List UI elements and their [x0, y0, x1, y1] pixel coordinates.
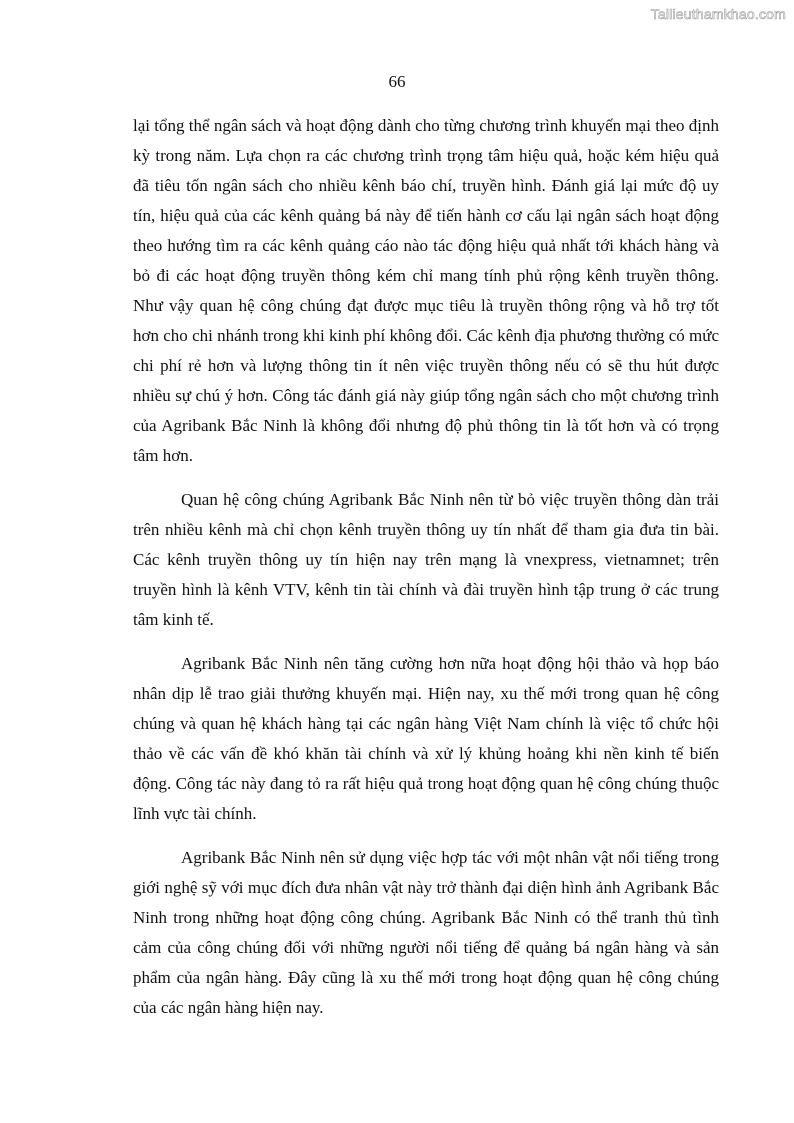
- document-body: [133, 111, 719, 1023]
- paragraph-continuation: lại tổng thể ngân sách và hoạt động dành cho từng chương trình khuyến mại theo định kỳ trong năm. Lựa chọn ra các chương trình trọng tâm hiệu quả, hoặc kém hiệu quả đã tiêu tốn ngân sách cho nhiều kênh báo chí, truyền hình. Đánh giá lại mức độ uy tín, hiệu quả của các kênh quảng bá này để tiến hành cơ cấu lại ngân sách hoạt động theo hướng tìm ra các kênh quảng cáo nào tác động hiệu quả nhất tới khách hàng và bỏ đi các hoạt động truyền thông kém chỉ mang tính phủ rộng kênh truyền thông. Như vậy quan hệ công chúng đạt được mục tiêu là truyền thông rộng và hỗ trợ tốt hơn cho chi nhánh trong khi kinh phí không đổi. Các kênh địa phương thường có mức chi phí rẻ hơn và lượng thông tin ít nên việc truyền thông nếu có sẽ thu hút được nhiều sự chú ý hơn. Công tác đánh giá này giúp tổng ngân sách cho một chương trình của Agribank Bắc Ninh là không đổi nhưng độ phủ thông tin là tốt hơn và có trọng tâm hơn.: [133, 116, 719, 465]
- paragraph-conferences: Agribank Bắc Ninh nên tăng cường hơn nữa hoạt động hội thảo và họp báo nhân dịp lễ trao giải thưởng khuyến mại. Hiện nay, xu thế mới trong quan hệ công chúng và quan hệ khách hàng tại các ngân hàng Việt Nam chính là việc tổ chức hội thảo về các vấn đề khó khăn tài chính và xử lý khủng hoảng khi nền kinh tế biến động. Công tác này đang tỏ ra rất hiệu quả trong hoạt động quan hệ công chúng thuộc lĩnh vực tài chính.: [133, 654, 719, 823]
- paragraph-celebrity-ambassador: Agribank Bắc Ninh nên sử dụng việc hợp tác với một nhân vật nổi tiếng trong giới nghệ sỹ với mục đích đưa nhân vật này trở thành đại diện hình ảnh Agribank Bắc Ninh trong những hoạt động công chúng. Agribank Bắc Ninh có thể tranh thủ tình cảm của công chúng đối với những người nổi tiếng để quảng bá ngân hàng và sản phẩm của ngân hàng. Đây cũng là xu thế mới trong hoạt động quan hệ công chúng của các ngân hàng hiện nay.: [133, 848, 719, 1017]
- site-watermark: Tailieuthamkhao.com: [650, 6, 786, 22]
- page-number: 66: [388, 72, 406, 91]
- paragraph-media-channels: Quan hệ công chúng Agribank Bắc Ninh nên từ bỏ việc truyền thông dàn trải trên nhiều kênh mà chỉ chọn kênh truyền thông uy tín nhất để tham gia đưa tin bài. Các kênh truyền thông uy tín hiện nay trên mạng là vnexpress, vietnamnet; trên truyền hình là kênh VTV, kênh tin tài chính và đài truyền hình tập trung ở các trung tâm kinh tế.: [133, 490, 719, 629]
